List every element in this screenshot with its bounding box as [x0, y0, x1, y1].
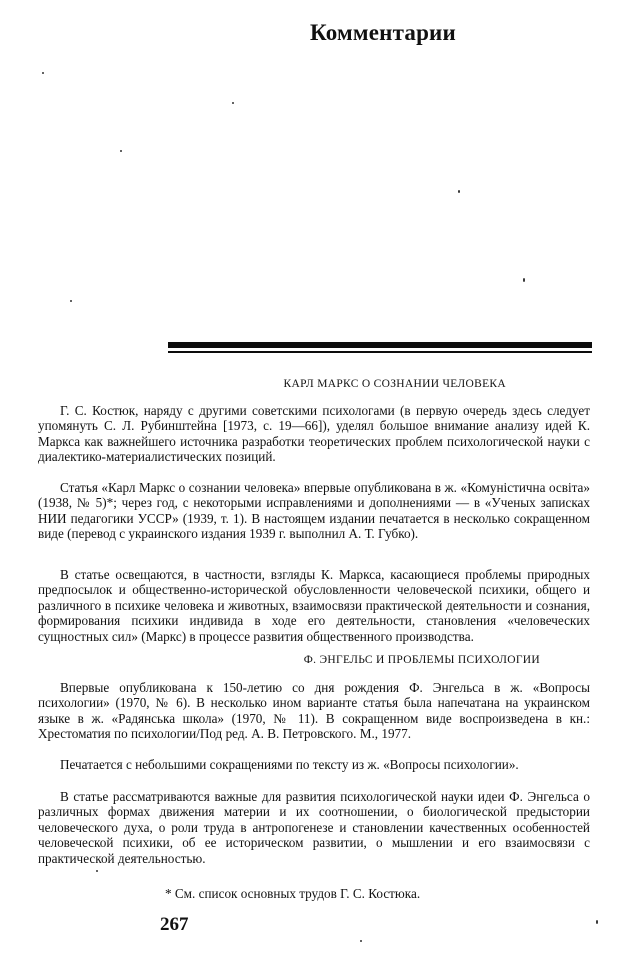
section-title-engels: Ф. ЭНГЕЛЬС И ПРОБЛЕМЫ ПСИХОЛОГИИ — [303, 654, 540, 666]
page-heading: Комментарии — [310, 20, 456, 45]
scan-speck — [360, 940, 362, 942]
paragraph: Г. С. Костюк, наряду с другими советскими психологами (в первую очередь здесь следует упомянуть С. Л. Рубинштейна [1973, с. 19—66]), уделял большое внимание анализу идей К. Маркса как важнейшего источника разработки теоретических проблем психологической науки с диалектико-материалистических позиций. — [38, 403, 590, 465]
section-title-marx: КАРЛ МАРКС О СОЗНАНИИ ЧЕЛОВЕКА — [283, 378, 506, 390]
scan-speck — [96, 870, 98, 872]
page-number: 267 — [160, 914, 189, 935]
decorative-rule-thick — [168, 342, 592, 348]
paragraph: В статье рассматриваются важные для развития психологической науки идеи Ф. Энгельса о различных формах движения материи и их соотношении, о биологической предыстории человеческого духа, о роли труда в антропогенезе и становлении качественных особенностей человеческой психики, об ее историческом развитии, о мышлении и его взаимосвязи с практической деятельностью. — [38, 789, 590, 866]
scan-speck — [120, 150, 122, 152]
footnote: * См. список основных трудов Г. С. Костюка. — [165, 886, 421, 901]
scan-speck — [70, 300, 72, 302]
scan-speck — [596, 920, 598, 924]
scan-speck — [42, 72, 44, 74]
paragraph: Статья «Карл Маркс о сознании человека» впервые опубликована в ж. «Комуністична освіта» (1938, № 5)*; через год, с некоторыми исправлениями и дополнениями — в «Ученых записках НИИ педагогики УССР» (1939, т. 1). В настоящем издании печатается в несколько сокращенном виде (перевод с украинского издания 1939 г. выполнил А. Т. Губко). — [38, 480, 590, 542]
paragraph: В статье освещаются, в частности, взгляды К. Маркса, касающиеся проблемы природных предпосылок и общественно-исторической обусловленности человеческой психики, общего и различного в психике человека и животных, взаимосвязи практической деятельности и сознания, формирования психики индивида в ходе его деятельности, становления «человеческих сущностных сил» (Маркс) в процессе развития общественного производства. — [38, 567, 590, 644]
scan-speck — [232, 102, 234, 104]
decorative-rule-thin — [168, 351, 592, 353]
paragraph: Печатается с небольшими сокращениями по тексту из ж. «Вопросы психологии». — [60, 757, 519, 772]
scan-speck — [458, 190, 460, 193]
scan-speck — [523, 278, 525, 282]
paragraph: Впервые опубликована к 150-летию со дня рождения Ф. Энгельса в ж. «Вопросы психологии» (1970, № 6). В несколько ином варианте статья была напечатана на украинском языке в ж. «Радянська школа» (1970, № 11). В сокращенном виде воспроизведена в кн.: Хрестоматия по психологии/Под ред. А. В. Петровского. М., 1977. — [38, 680, 590, 742]
